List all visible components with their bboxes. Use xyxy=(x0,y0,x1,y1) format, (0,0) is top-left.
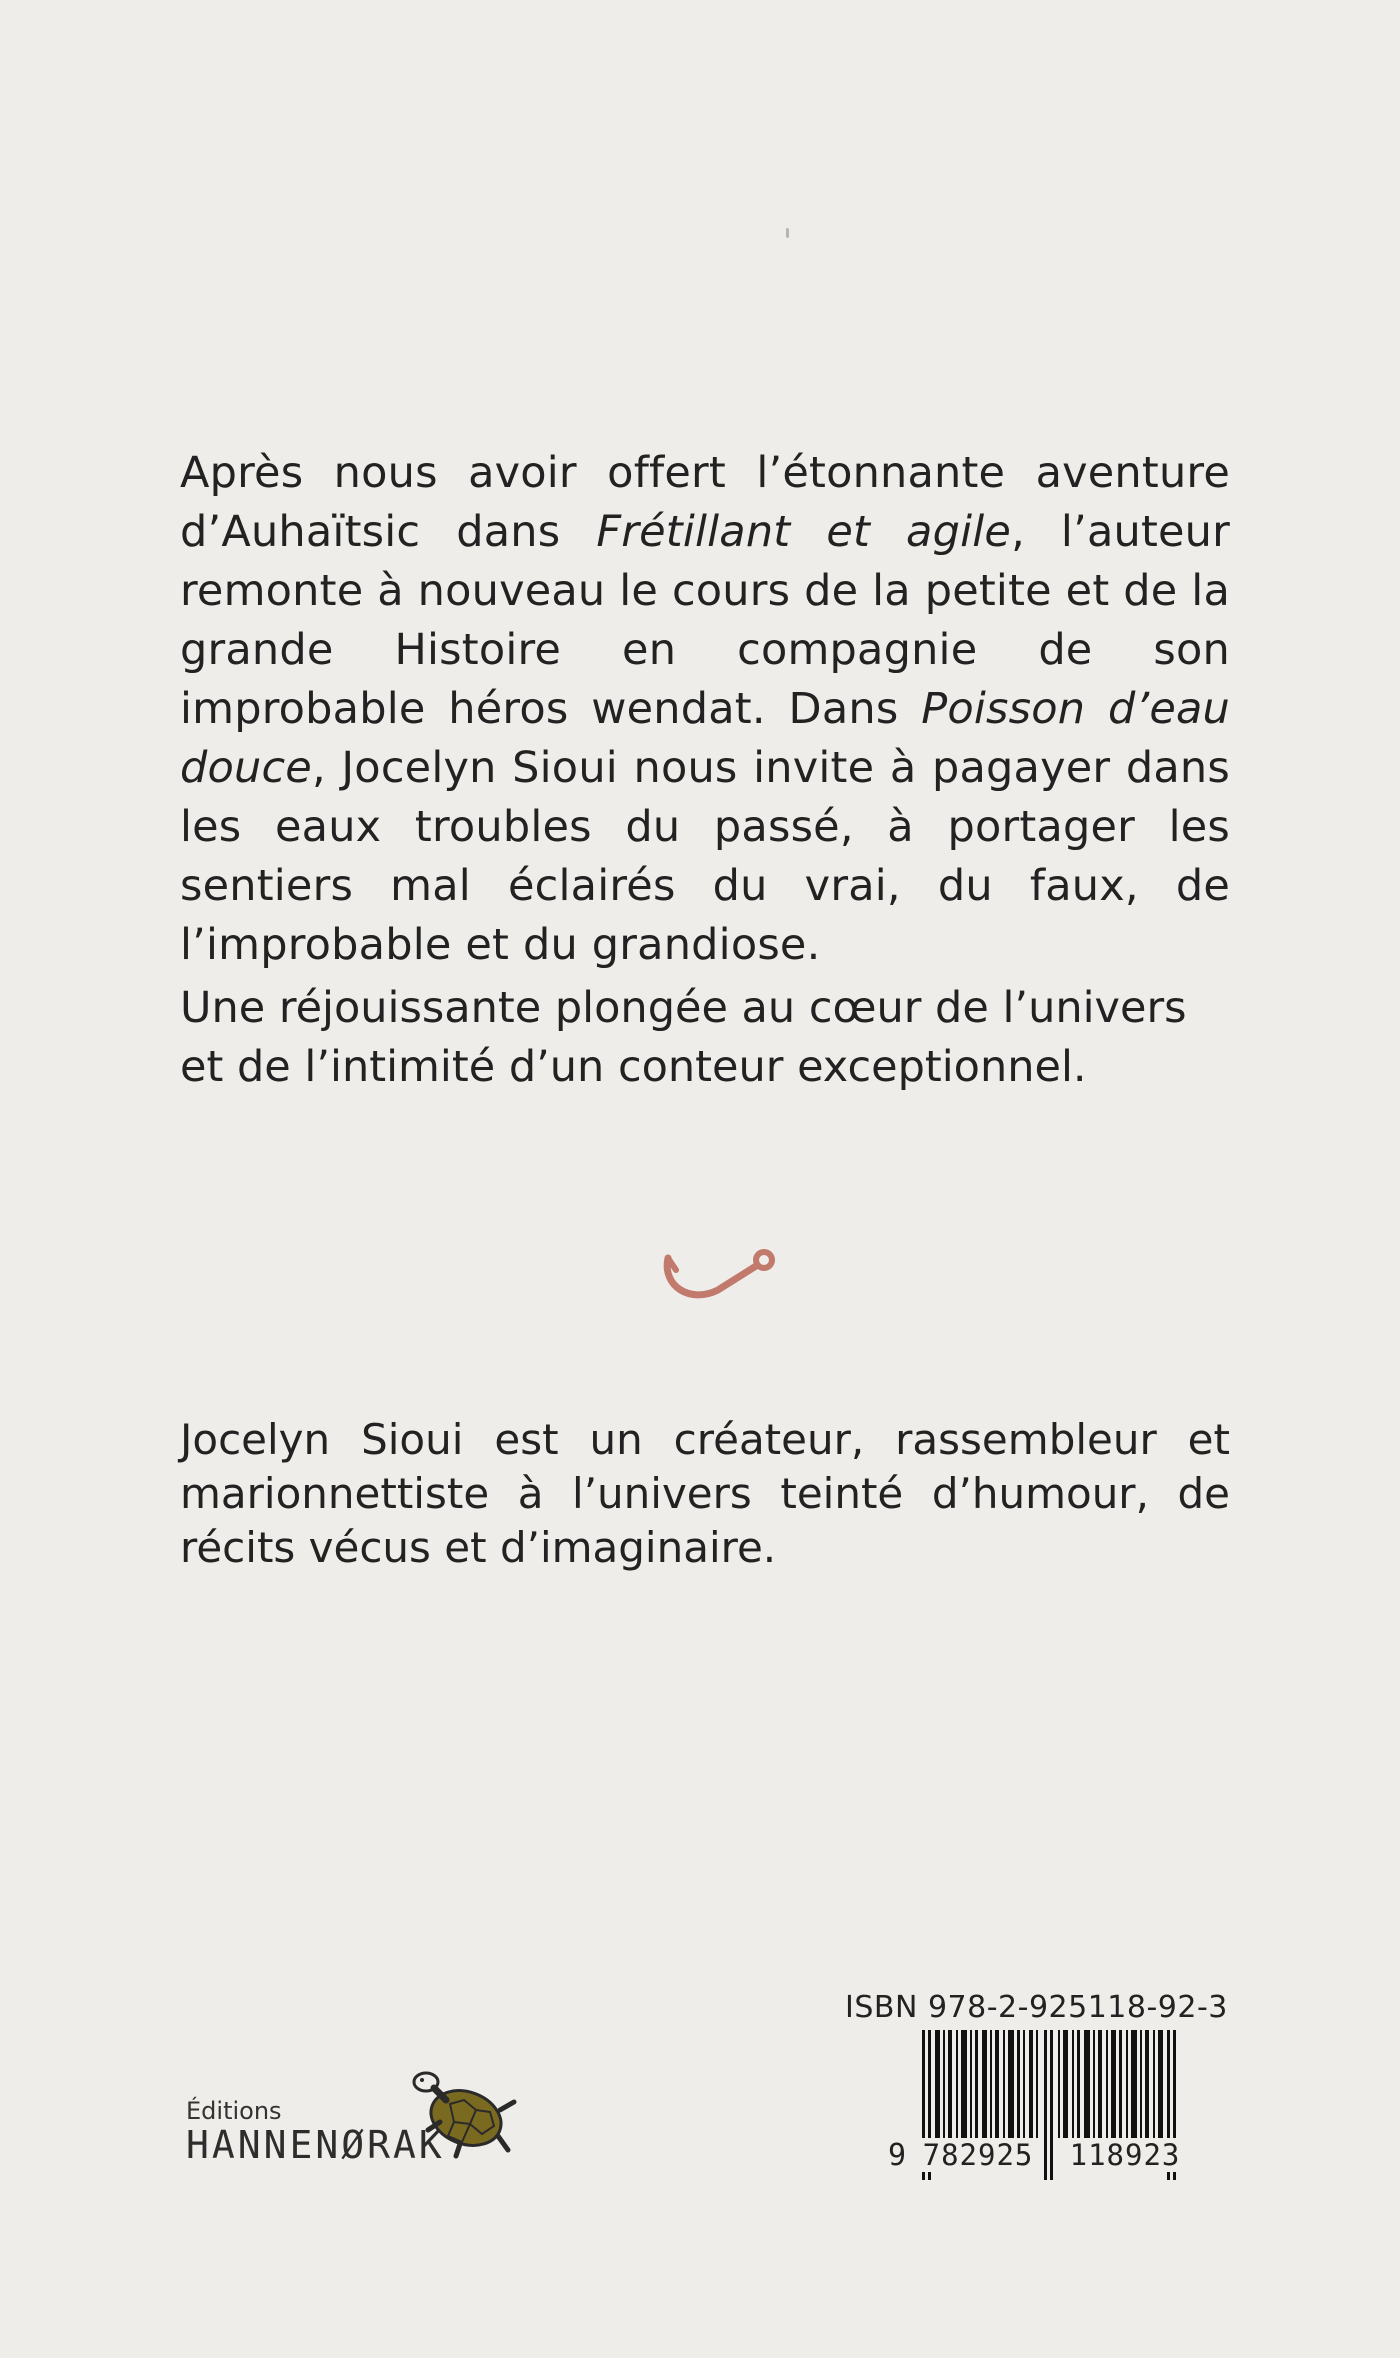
blurb-paragraph-1 xyxy=(180,444,1230,975)
blurb-paragraph-2: Une réjouissante plongée au cœur de l’univers et de l’intimité d’un conteur exceptionnel. xyxy=(180,983,1187,1092)
blurb-text-b: , l’auteur remonte à nouveau le cours de la petite et de la grande Histoire en compagnie de son improbable héros wendat. Dans xyxy=(180,507,1230,734)
barcode-digits-right: 118923 xyxy=(1056,2138,1194,2172)
turtle-icon xyxy=(404,2060,524,2160)
barcode-digit-first: 9 xyxy=(888,2138,907,2173)
paper-speck xyxy=(786,228,789,238)
author-bio: Jocelyn Sioui est un créateur, rassembleur et marionnettiste à l’univers teinté d’humour, de récits vécus et d’imaginaire. xyxy=(180,1415,1230,1572)
publisher-prefix: Éditions xyxy=(186,2097,282,2125)
barcode-digits-left: 782925 xyxy=(914,2138,1042,2172)
isbn-label: ISBN 978-2-925118-92-3 xyxy=(845,1990,1228,2025)
blurb-text-a: Après nous avoir offert l’étonnante aventure d’Auhaïtsic dans xyxy=(180,448,1230,557)
publisher-name: HANNENØRAK xyxy=(186,2123,445,2167)
blurb-text-c: , Jocelyn Sioui nous invite à pagayer dans les eaux troubles du passé, à portager les sentiers mal éclairés du vrai, du faux, de l’improbable et du grandiose. xyxy=(180,743,1230,970)
book-title-poisson: Poisson d’eau douce xyxy=(180,684,1230,793)
book-title-fretillant: Frétillant et agile xyxy=(596,507,1012,557)
fishhook-icon xyxy=(660,1238,780,1310)
barcode-digits xyxy=(888,2138,1208,2178)
